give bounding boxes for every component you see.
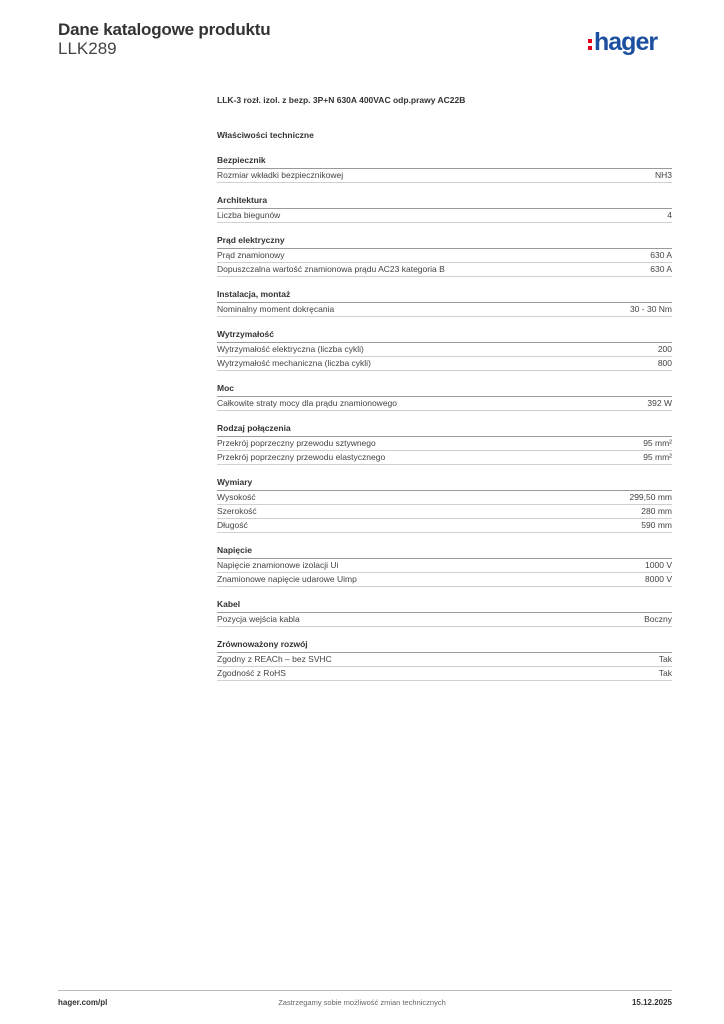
spec-label: Przekrój poprzeczny przewodu sztywnego — [217, 438, 376, 448]
spec-value: 8000 V — [645, 574, 672, 584]
product-description: LLK-3 rozł. izol. z bezp. 3P+N 630A 400VAC odp.prawy AC22B — [217, 95, 466, 105]
spec-group-title: Bezpiecznik — [217, 155, 672, 169]
spec-row — [217, 263, 672, 277]
spec-row — [217, 519, 672, 533]
spec-row — [217, 357, 672, 371]
spec-value: 630 A — [650, 250, 672, 260]
footer-divider — [58, 990, 672, 991]
spec-table — [217, 155, 672, 693]
spec-row — [217, 491, 672, 505]
spec-value: NH3 — [654, 170, 672, 180]
spec-row — [217, 451, 672, 465]
spec-row — [217, 397, 672, 411]
spec-label: Dopuszczalna wartość znamionowa prądu AC23 kategoria B — [217, 264, 445, 274]
section-heading: Właściwości techniczne — [217, 130, 314, 140]
spec-value: 95 mm² — [643, 452, 672, 462]
spec-group — [217, 235, 672, 277]
spec-row — [217, 573, 672, 587]
spec-label: Wysokość — [217, 492, 256, 502]
spec-label: Liczba biegunów — [217, 210, 281, 220]
spec-row — [217, 303, 672, 317]
spec-group-title: Moc — [217, 383, 672, 397]
spec-value: 800 — [657, 358, 672, 368]
spec-label: Napięcie znamionowe izolacji Ui — [217, 560, 339, 570]
spec-value: 30 - 30 Nm — [629, 304, 672, 314]
footer-website-link[interactable]: hager.com/pl — [58, 998, 108, 1007]
spec-group-title: Zrównoważony rozwój — [217, 639, 672, 653]
spec-value: Tak — [658, 654, 672, 664]
spec-label: Szerokość — [217, 506, 257, 516]
spec-row — [217, 437, 672, 451]
product-code: LLK289 — [58, 39, 117, 58]
spec-group — [217, 195, 672, 223]
logo-dots-icon — [588, 39, 592, 50]
spec-group-title: Wymiary — [217, 477, 672, 491]
spec-value: 200 — [657, 344, 672, 354]
footer-date: 15.12.2025 — [631, 998, 672, 1007]
spec-value: Tak — [658, 668, 672, 678]
spec-row — [217, 559, 672, 573]
spec-value: 392 W — [647, 398, 672, 408]
spec-group — [217, 383, 672, 411]
spec-row — [217, 249, 672, 263]
spec-label: Wytrzymałość mechaniczna (liczba cykli) — [217, 358, 371, 368]
spec-row — [217, 667, 672, 681]
footer-disclaimer: Zastrzegamy sobie możliwość zmian technicznych — [278, 998, 446, 1007]
spec-group — [217, 599, 672, 627]
spec-label: Całkowite straty mocy dla prądu znamionowego — [217, 398, 398, 408]
spec-group — [217, 289, 672, 317]
spec-label: Zgodność z RoHS — [217, 668, 286, 678]
spec-group — [217, 545, 672, 587]
spec-group — [217, 639, 672, 681]
document-title: Dane katalogowe produktu — [58, 20, 271, 39]
spec-group — [217, 155, 672, 183]
spec-row — [217, 653, 672, 667]
spec-value: 95 mm² — [643, 438, 672, 448]
spec-value: 630 A — [650, 264, 672, 274]
spec-row — [217, 169, 672, 183]
spec-group — [217, 423, 672, 465]
spec-value: 280 mm — [641, 506, 672, 516]
spec-group-title: Architektura — [217, 195, 672, 209]
spec-label: Pozycja wejścia kabla — [217, 614, 300, 624]
spec-value: 1000 V — [645, 560, 672, 570]
spec-label: Wytrzymałość elektryczna (liczba cykli) — [217, 344, 364, 354]
spec-group — [217, 329, 672, 371]
spec-row — [217, 343, 672, 357]
spec-row — [217, 505, 672, 519]
spec-value: 590 mm — [641, 520, 672, 530]
logo-wordmark: hager — [594, 27, 658, 56]
spec-group-title: Prąd elektryczny — [217, 235, 672, 249]
spec-label: Znamionowe napięcie udarowe Uimp — [217, 574, 357, 584]
spec-label: Długość — [217, 520, 248, 530]
spec-group-title: Napięcie — [217, 545, 672, 559]
spec-value: 299,50 mm — [629, 492, 672, 502]
spec-group-title: Kabel — [217, 599, 672, 613]
spec-group — [217, 477, 672, 533]
spec-label: Prąd znamionowy — [217, 250, 285, 260]
spec-group-title: Instalacja, montaż — [217, 289, 672, 303]
spec-value: Boczny — [644, 614, 672, 624]
spec-value: 4 — [667, 210, 672, 220]
spec-group-title: Rodzaj połączenia — [217, 423, 672, 437]
spec-label: Przekrój poprzeczny przewodu elastycznego — [217, 452, 386, 462]
spec-group-title: Wytrzymałość — [217, 329, 672, 343]
spec-label: Nominalny moment dokręcania — [217, 304, 335, 314]
spec-row — [217, 209, 672, 223]
hager-logo — [588, 27, 657, 57]
spec-row — [217, 613, 672, 627]
spec-label: Rozmiar wkładki bezpiecznikowej — [217, 170, 344, 180]
spec-label: Zgodny z REACh – bez SVHC — [217, 654, 332, 664]
